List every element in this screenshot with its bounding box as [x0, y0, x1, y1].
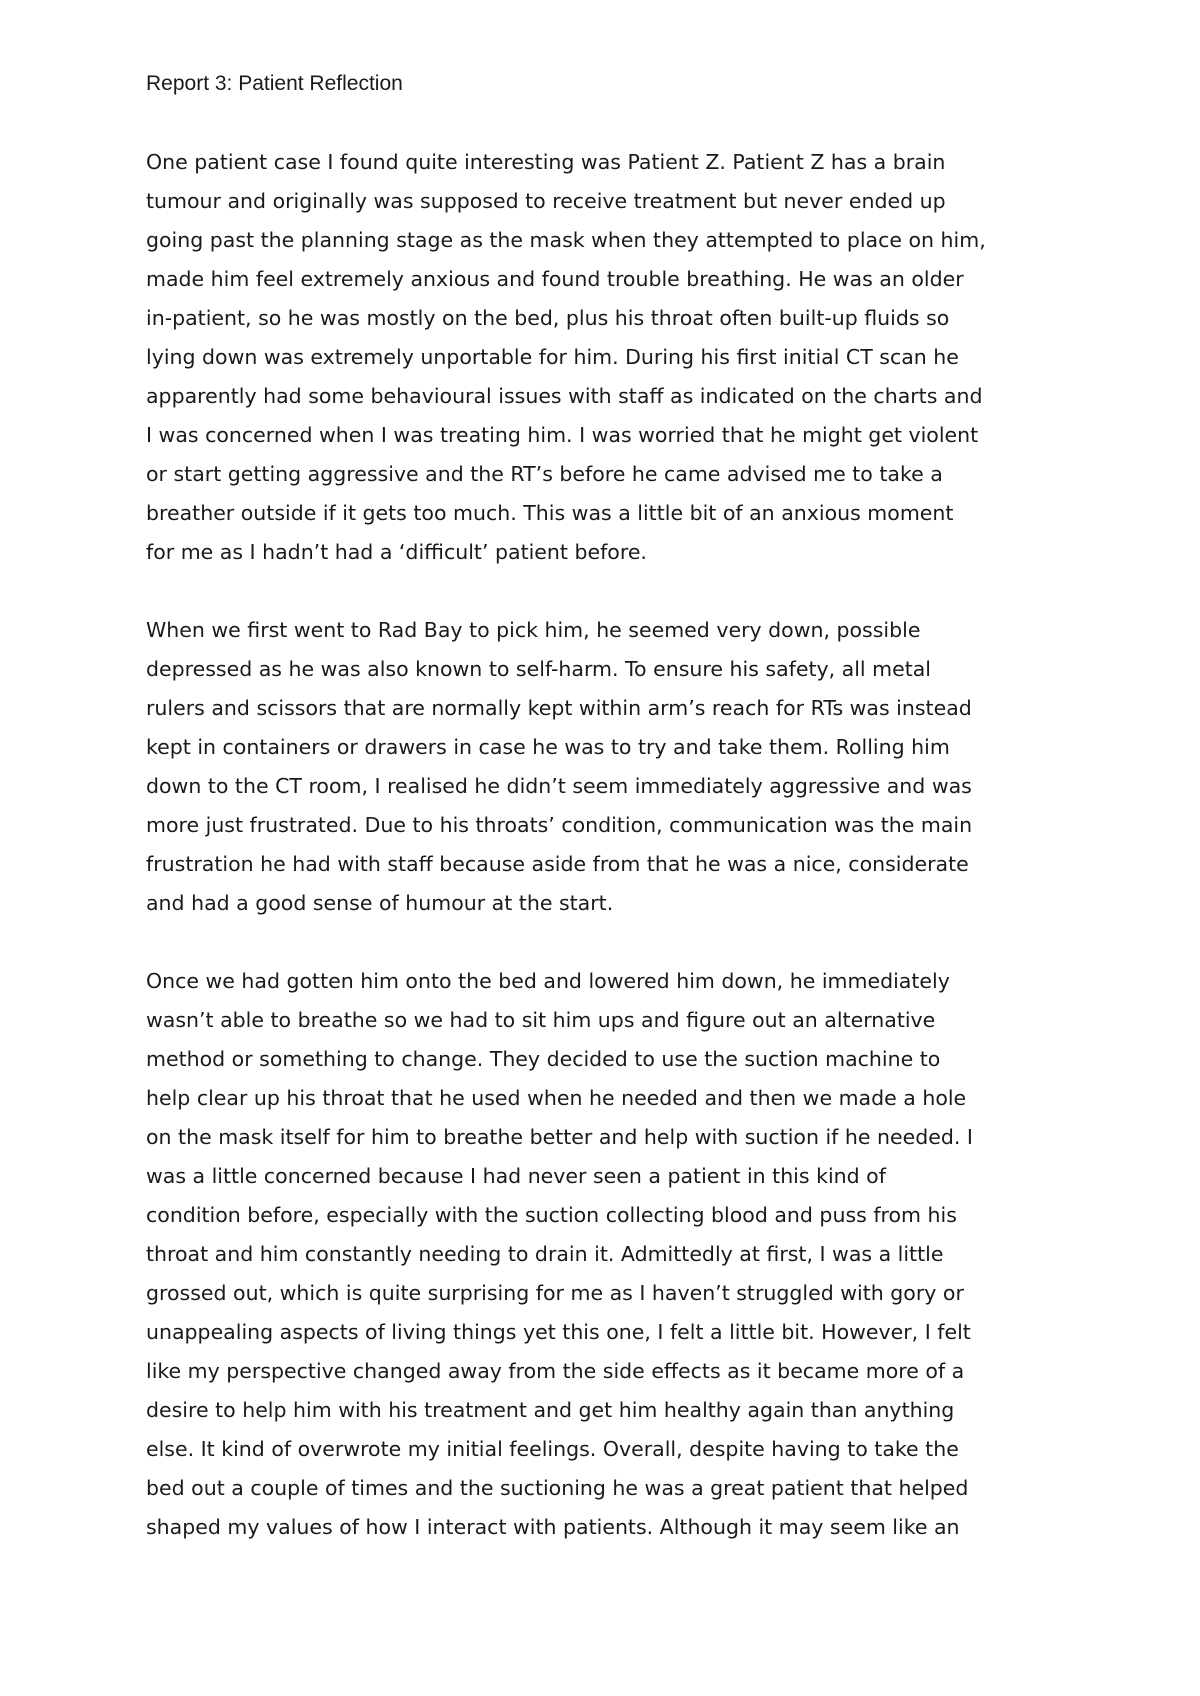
text-line: in-patient, so he was mostly on the bed, plus his throat often built-up fluids so: [146, 306, 950, 330]
text-line: unappealing aspects of living things yet this one, I felt a little bit. However, I felt: [146, 1320, 971, 1344]
text-line: else. It kind of overwrote my initial feelings. Overall, despite having to take the: [146, 1437, 959, 1461]
text-line: shaped my values of how I interact with patients. Although it may seem like an: [146, 1515, 960, 1539]
text-line: One patient case I found quite interesting was Patient Z. Patient Z has a brain: [146, 150, 946, 174]
text-line: on the mask itself for him to breathe better and help with suction if he needed. I: [146, 1125, 973, 1149]
text-line: kept in containers or drawers in case he was to try and take them. Rolling him: [146, 735, 950, 759]
text-line: frustration he had with staff because aside from that he was a nice, considerate: [146, 852, 969, 876]
document-title: Report 3: Patient Reflection: [146, 72, 403, 95]
text-line: condition before, especially with the suction collecting blood and puss from his: [146, 1203, 957, 1227]
paragraph-3: [146, 962, 1086, 1547]
text-line: was a little concerned because I had never seen a patient in this kind of: [146, 1164, 886, 1188]
text-line: tumour and originally was supposed to receive treatment but never ended up: [146, 189, 946, 213]
text-line: breather outside if it gets too much. This was a little bit of an anxious moment: [146, 501, 954, 525]
text-line: made him feel extremely anxious and found trouble breathing. He was an older: [146, 267, 964, 291]
text-line: I was concerned when I was treating him. I was worried that he might get violent: [146, 423, 979, 447]
text-line: Once we had gotten him onto the bed and lowered him down, he immediately: [146, 969, 950, 993]
paragraph-2: [146, 611, 1086, 923]
text-line: help clear up his throat that he used when he needed and then we made a hole: [146, 1086, 967, 1110]
text-line: grossed out, which is quite surprising for me as I haven’t struggled with gory or: [146, 1281, 964, 1305]
text-line: more just frustrated. Due to his throats’ condition, communication was the main: [146, 813, 973, 837]
text-line: for me as I hadn’t had a ‘difficult’ patient before.: [146, 540, 647, 564]
text-line: depressed as he was also known to self-harm. To ensure his safety, all metal: [146, 657, 932, 681]
paragraph-spacer: [146, 923, 1086, 962]
text-line: wasn’t able to breathe so we had to sit him ups and figure out an alternative: [146, 1008, 936, 1032]
text-line: apparently had some behavioural issues with staff as indicated on the charts and: [146, 384, 983, 408]
text-line: lying down was extremely unportable for him. During his first initial CT scan he: [146, 345, 959, 369]
text-line: throat and him constantly needing to drain it. Admittedly at first, I was a little: [146, 1242, 944, 1266]
text-line: When we first went to Rad Bay to pick him, he seemed very down, possible: [146, 618, 921, 642]
text-line: like my perspective changed away from the side effects as it became more of a: [146, 1359, 965, 1383]
text-line: or start getting aggressive and the RT’s before he came advised me to take a: [146, 462, 943, 486]
paragraph-1: [146, 143, 1086, 572]
text-line: and had a good sense of humour at the start.: [146, 891, 614, 915]
text-line: down to the CT room, I realised he didn’t seem immediately aggressive and was: [146, 774, 972, 798]
paragraph-spacer: [146, 572, 1086, 611]
text-line: going past the planning stage as the mask when they attempted to place on him,: [146, 228, 986, 252]
text-line: method or something to change. They decided to use the suction machine to: [146, 1047, 941, 1071]
text-line: rulers and scissors that are normally kept within arm’s reach for RTs was instead: [146, 696, 972, 720]
text-line: bed out a couple of times and the suctioning he was a great patient that helped: [146, 1476, 969, 1500]
text-line: desire to help him with his treatment and get him healthy again than anything: [146, 1398, 955, 1422]
document-body: [146, 143, 1086, 1547]
